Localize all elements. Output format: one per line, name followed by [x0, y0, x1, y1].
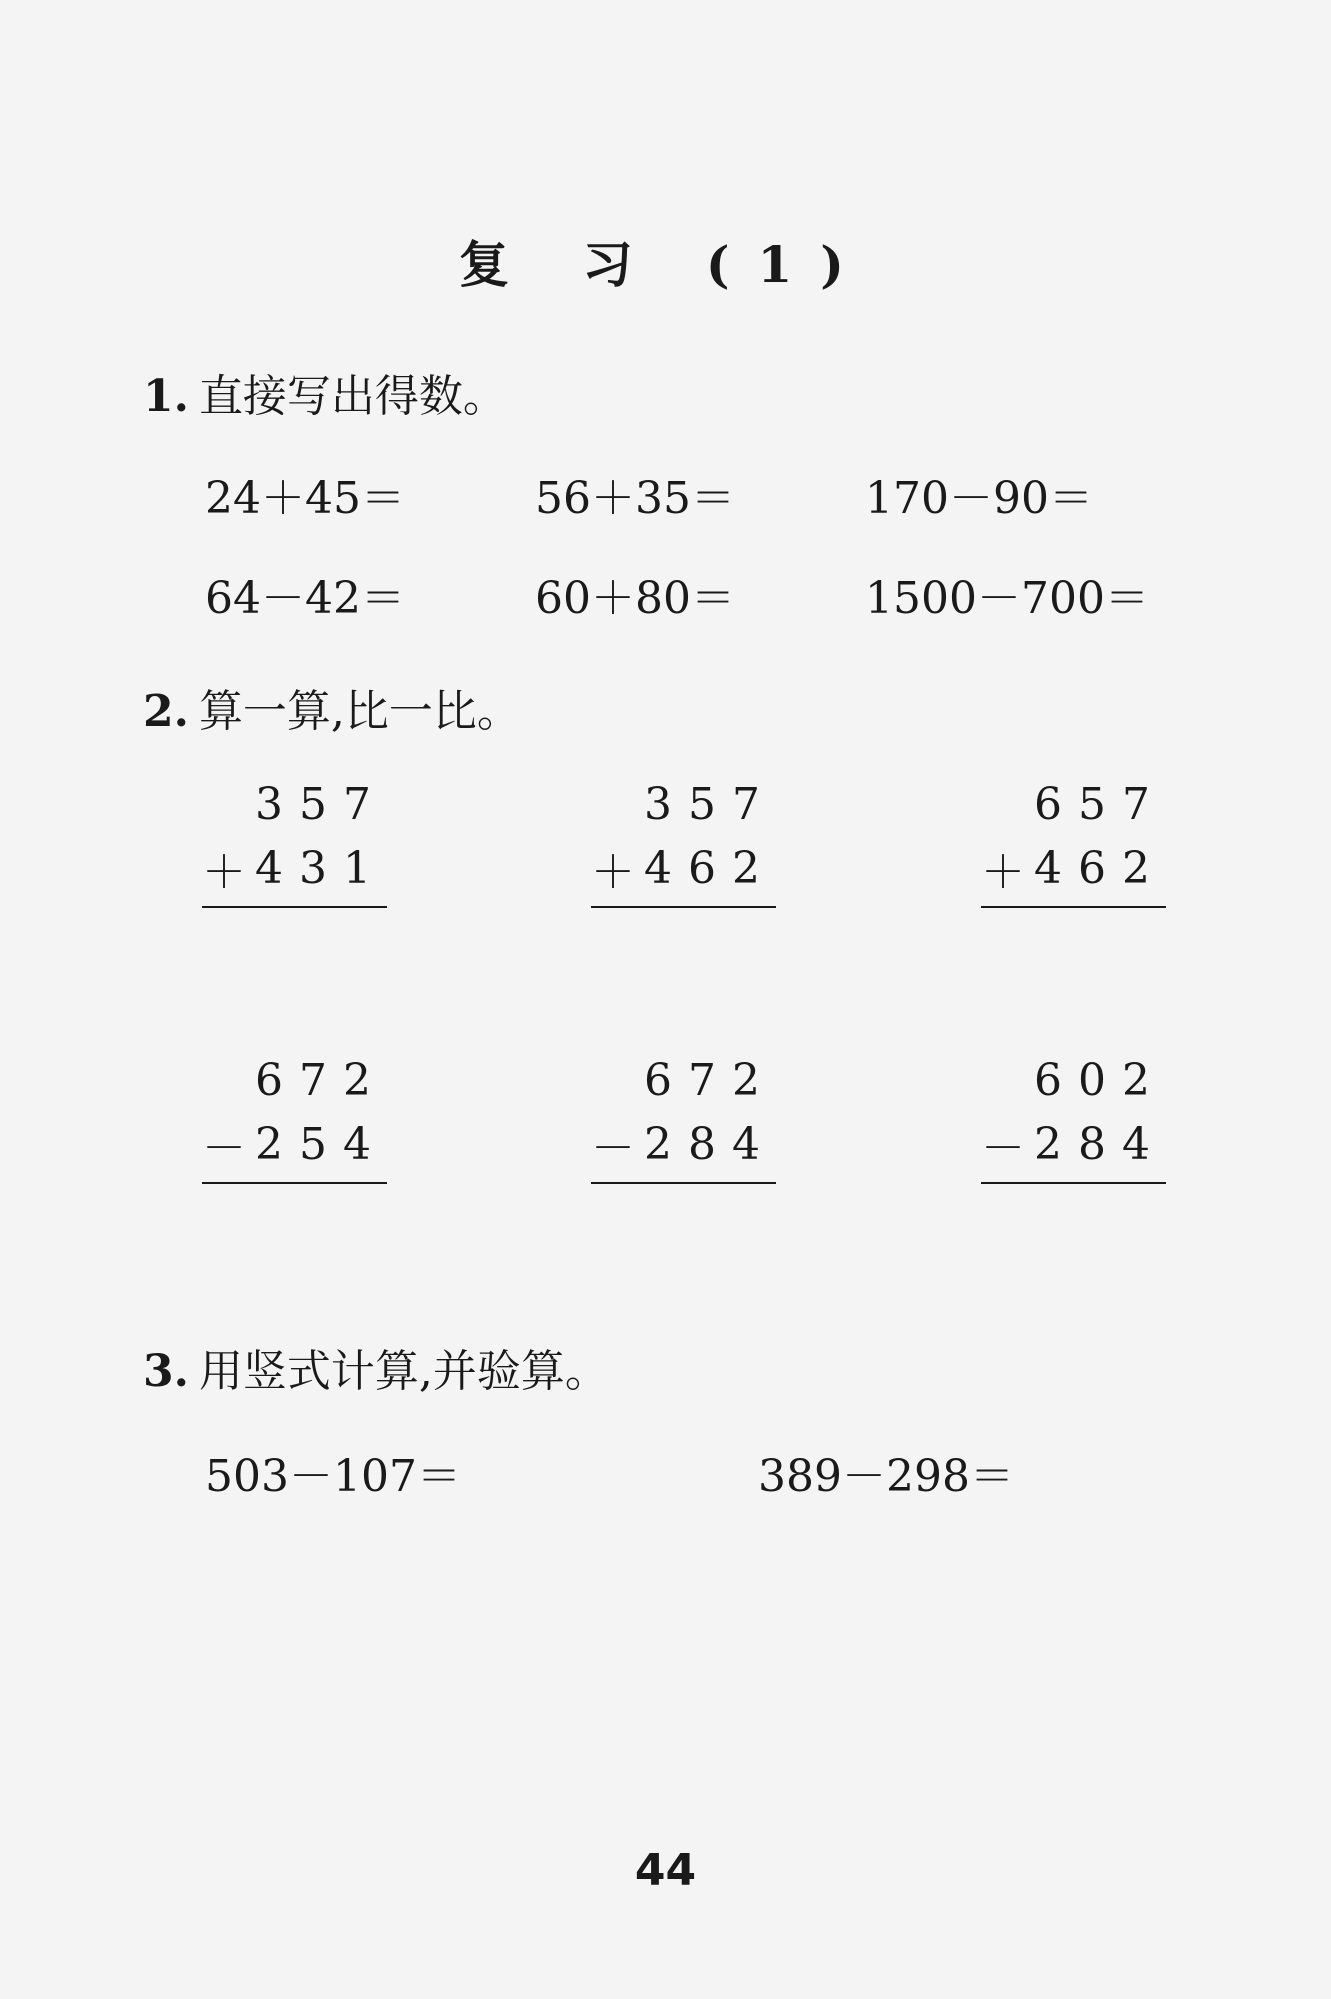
bottom-number: 284: [644, 1118, 776, 1170]
top-number: 672: [644, 1054, 776, 1106]
oral-problem: 170－90＝: [865, 473, 1093, 524]
answer-line: [202, 1182, 387, 1184]
operator: ＋: [202, 847, 246, 898]
section-text: 直接写出得数。: [198, 371, 507, 422]
operator: －: [591, 1123, 635, 1174]
bottom-number: 462: [1034, 842, 1166, 894]
section-number: 1.: [143, 371, 189, 422]
vertical-problem: [202, 772, 387, 908]
operator: －: [981, 1123, 1025, 1174]
bottom-number: 462: [644, 842, 776, 894]
operator: ＋: [981, 847, 1025, 898]
top-number: 357: [255, 778, 387, 830]
written-problem: 389－298＝: [758, 1451, 1014, 1502]
page-title: 复 习 (1): [459, 235, 872, 294]
vertical-problem: [981, 772, 1166, 908]
vertical-problem: [591, 772, 776, 908]
top-number: 672: [255, 1054, 387, 1106]
oral-problem: 1500－700＝: [865, 573, 1149, 624]
answer-line: [591, 1182, 776, 1184]
section-number: 2.: [143, 686, 189, 737]
answer-line: [591, 906, 776, 908]
top-number: 657: [1034, 778, 1166, 830]
operator: ＋: [591, 847, 635, 898]
bottom-number: 284: [1034, 1118, 1166, 1170]
vertical-problem: [981, 1048, 1166, 1184]
vertical-problem: [591, 1048, 776, 1184]
page-number: 44: [634, 1845, 697, 1896]
section-2-heading: [143, 675, 521, 739]
bottom-number: 254: [255, 1118, 387, 1170]
operator: －: [202, 1123, 246, 1174]
section-3-heading: [143, 1335, 609, 1399]
bottom-number: 431: [255, 842, 387, 894]
section-1-heading: [143, 360, 507, 424]
oral-problem: 64－42＝: [205, 573, 405, 624]
oral-problem: 60＋80＝: [535, 573, 735, 624]
answer-line: [981, 1182, 1166, 1184]
top-number: 602: [1034, 1054, 1166, 1106]
oral-problem: 24＋45＝: [205, 473, 405, 524]
answer-line: [202, 906, 387, 908]
answer-line: [981, 906, 1166, 908]
oral-problem: 56＋35＝: [535, 473, 735, 524]
section-text: 用竖式计算,并验算。: [198, 1346, 609, 1397]
top-number: 357: [644, 778, 776, 830]
vertical-problem: [202, 1048, 387, 1184]
written-problem: 503－107＝: [205, 1451, 461, 1502]
section-text: 算一算,比一比。: [198, 686, 521, 737]
section-number: 3.: [143, 1346, 189, 1397]
